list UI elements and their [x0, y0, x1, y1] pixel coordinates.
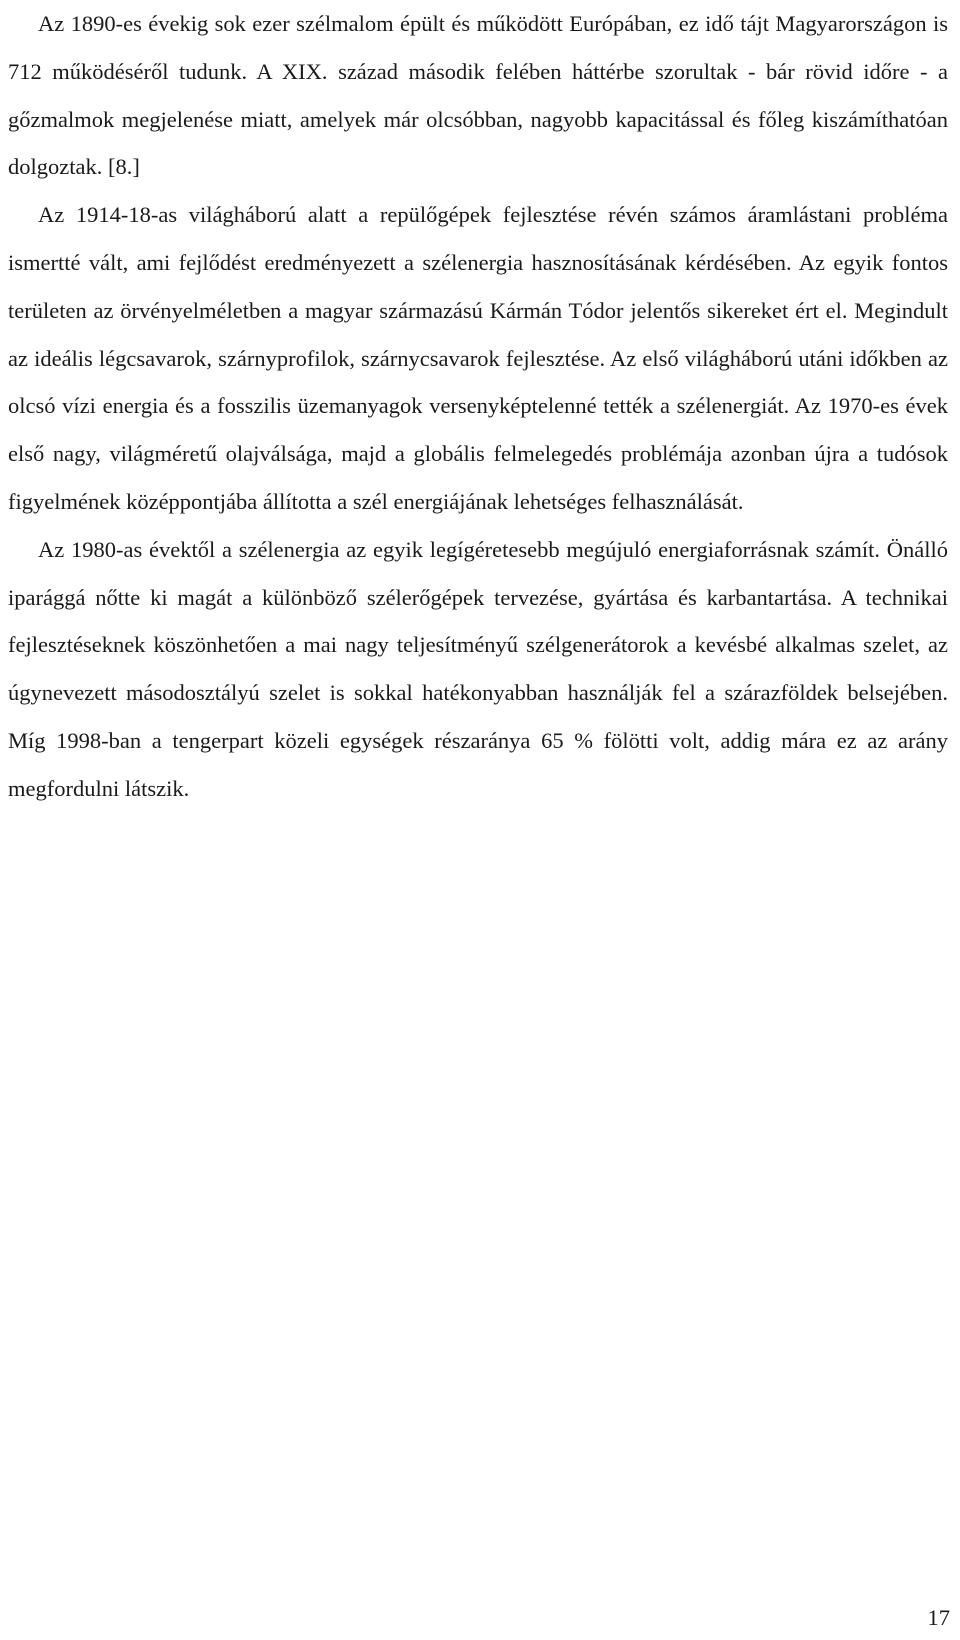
page-number: 17 [927, 1605, 950, 1630]
paragraph-modern-wind-energy: Az 1980-as évektől a szélenergia az egyik legígéretesebb megújuló energiaforrásnak számít. Önálló iparággá nőtte ki magát a különböző szélerőgépek tervezése, gyártása és karbantartása. A technikai fejlesztéseknek köszönhetően a mai nagy teljesítményű szélgenerátorok a kevésbé alkalmas szelet, az úgynevezett másodosztályú szelet is sokkal hatékonyabban használják fel a szárazföldek belsejében. Míg 1998-ban a tengerpart közeli egységek részaránya 65 % fölötti volt, addig mára ez az arány megfordulni látszik. [8, 536, 948, 801]
paragraph-windmills-history: Az 1890-es évekig sok ezer szélmalom épült és működött Európában, ez idő tájt Magyarországon is 712 működéséről tudunk. A XIX. század második felében háttérbe szorultak - bár rövid időre - a gőzmalmok megjelenése miatt, amelyek már olcsóbban, nagyobb kapacitással és főleg kiszámíthatóan dolgoztak. [8.] [8, 11, 948, 180]
body-text [8, 0, 948, 813]
paragraph-aerodynamics-development: Az 1914-18-as világháború alatt a repülőgépek fejlesztése révén számos áramlástani probléma ismertté vált, ami fejlődést eredményezett a szélenergia hasznosításának kérdésében. Az egyik fontos területen az örvényelméletben a magyar származású Kármán Tódor jelentős sikereket ért el. Megindult az ideális légcsavarok, szárnyprofilok, szárnycsavarok fejlesztése. Az első világháború utáni időkben az olcsó vízi energia és a fosszilis üzemanyagok versenyképtelenné tették a szélenergiát. Az 1970-es évek első nagy, világméretű olajválsága, majd a globális felmelegedés problémája azonban újra a tudósok figyelmének középpontjába állította a szél energiájának lehetséges felhasználását. [8, 202, 948, 514]
